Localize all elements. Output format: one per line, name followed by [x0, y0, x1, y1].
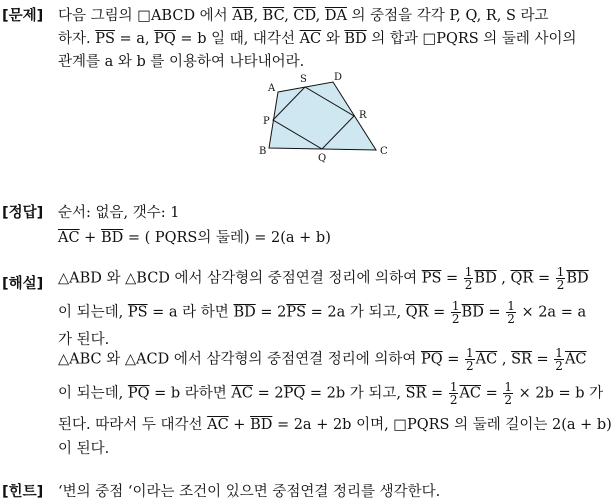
label-B: B: [259, 146, 267, 157]
fraction-half: $\frac{1}{2}$: [466, 346, 474, 373]
label-P: P: [263, 116, 270, 127]
explain-line-2: 이 되는데, $\overline{PS} = a$ 라 하면 $\overline{BD} = 2\overline{PS} = 2a$ 가 되고, $\overline{QR}$ = $\frac{1}{2}$ $\overline{BD}$ = $\frac{1}{2}$ × 2a = a: [58, 299, 587, 326]
quadrilateral-figure: [255, 70, 395, 162]
problem-line-1: 다음 그림의 □ABCD 에서 $\overline{AB}$, $\overline{BC}$, $\overline{CD}$, $\overline{DA}$ 의 중점을 각각 P, Q, R, S 라고: [58, 8, 549, 24]
explain-label: [해설]: [2, 276, 44, 292]
answer-label: [정답]: [2, 205, 44, 221]
hint-text: ‘변의 중점 ‘이라는 조건이 있으면 중점연결 정리를 생각한다.: [58, 484, 441, 500]
answer-line-1: 순서: 없음, 갯수: 1: [58, 205, 180, 221]
explain-line-3: 가 된다.: [58, 332, 110, 348]
explain-line-1: △ABD 와 △BCD 에서 삼각형의 중점연결 정리에 의하여 $\overline{PS}$ = $\frac{1}{2}$ $\overline{BD}$ , $\overline{QR}$ = $\frac{1}{2}$ $\overline{BD}$: [58, 265, 589, 292]
problem-line-3: 관계를 a 와 b 를 이용하여 나타내어라.: [58, 54, 305, 70]
fraction-half: $\frac{1}{2}$: [451, 299, 460, 326]
label-S: S: [300, 74, 307, 85]
answer-line-2: $\overline{AC} + \overline{BD}$ = ( PQRS의 둘레) = 2(a + b): [58, 230, 331, 246]
problem-label: [문제]: [2, 8, 44, 24]
fraction-half: $\frac{1}{2}$: [556, 265, 565, 292]
label-R: R: [359, 110, 367, 121]
fraction-half: $\frac{1}{2}$: [555, 346, 563, 373]
label-D: D: [334, 72, 343, 83]
label-A: A: [268, 83, 276, 94]
label-C: C: [380, 146, 388, 157]
hint-label: [힌트]: [2, 484, 44, 500]
explain-line-6: 된다. 따라서 두 대각선 $\overline{AC} + \overline{BD} = 2a + 2b$ 이며, □PQRS 의 둘레 길이는 2(a + b): [58, 417, 612, 433]
explain-line-4: △ABC 와 △ACD 에서 삼각형의 중점연결 정리에 의하여 $\overline{PQ}$ = $\frac{1}{2}$ $\overline{AC}$ , $\overline{SR}$ = $\frac{1}{2}$ $\overline{AC}$: [58, 346, 587, 373]
fraction-half: $\frac{1}{2}$: [504, 380, 513, 407]
fraction-half: $\frac{1}{2}$: [507, 299, 515, 326]
explain-line-7: 이 된다.: [58, 441, 110, 457]
problem-line-2: 하자. $\overline{PS} = a$, $\overline{PQ} = b$ 일 때, 대각선 $\overline{AC}$ 와 $\overline{BD}$ 의 합과 □PQRS 의 둘레 사이의: [58, 31, 577, 47]
fraction-half: $\frac{1}{2}$: [449, 380, 458, 407]
label-Q: Q: [318, 153, 327, 164]
fraction-half: $\frac{1}{2}$: [464, 265, 473, 292]
explain-line-5: 이 되는데, $\overline{PQ} = b$ 라하면 $\overline{AC} = 2\overline{PQ} = 2b$ 가 되고, $\overline{SR}$ = $\frac{1}{2}$ $\overline{AC}$ = $\frac{1}{2}$ × 2b = b 가: [58, 380, 604, 407]
